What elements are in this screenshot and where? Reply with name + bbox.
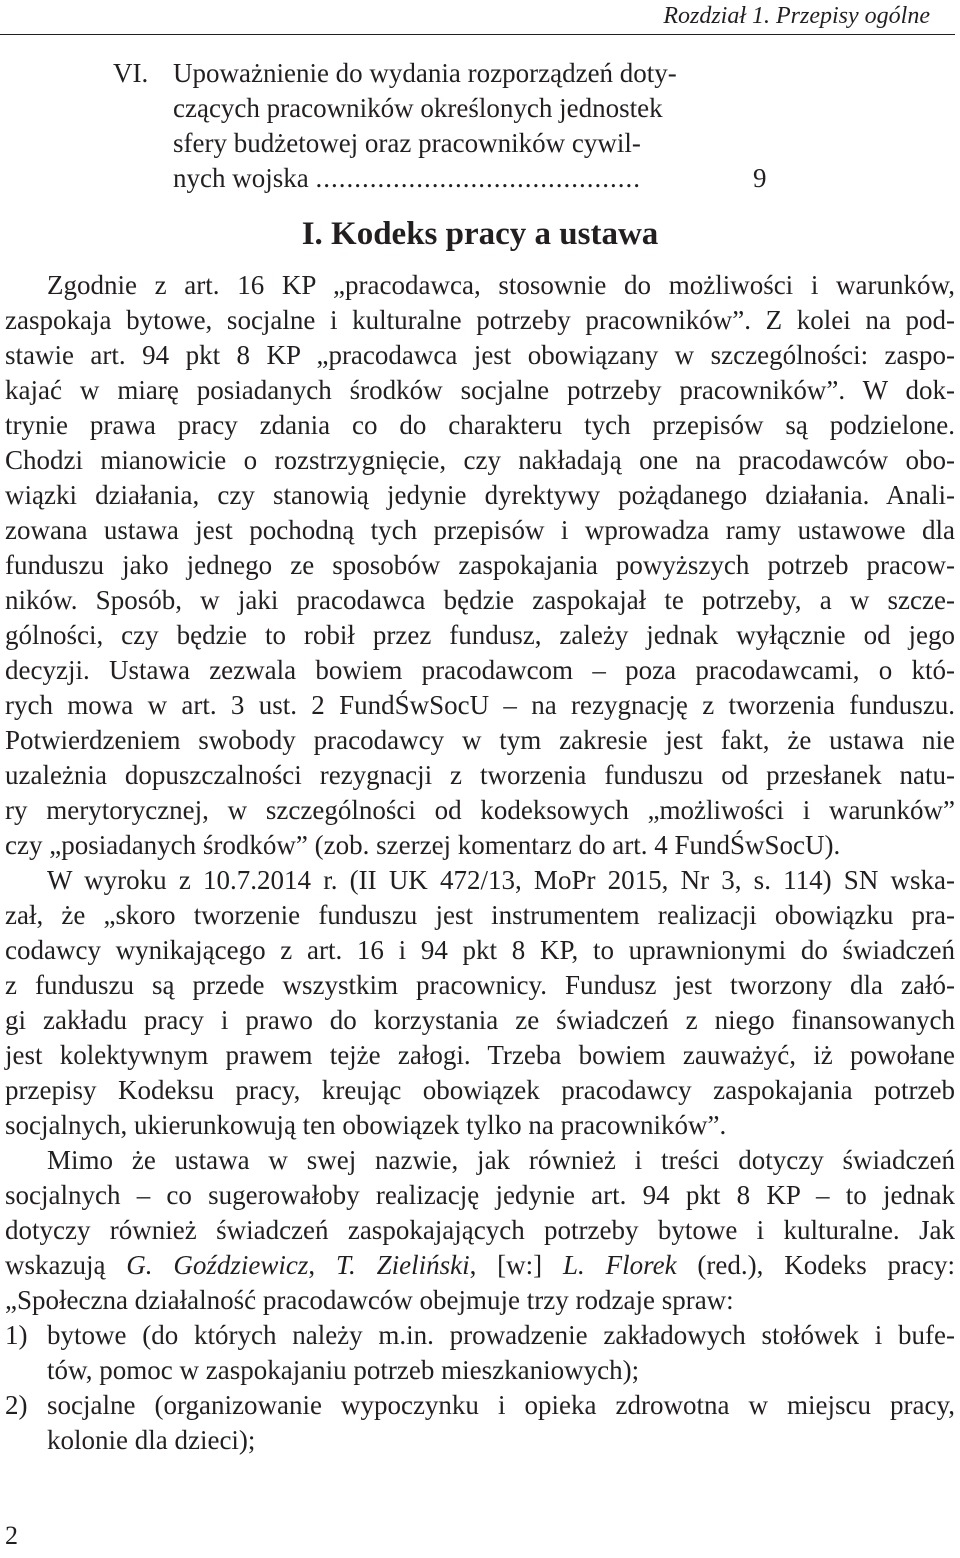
toc-leader: ..........................................	[315, 163, 641, 193]
list-text: socjalne (organizowanie wypoczynku i opieka zdrowotna w miejscu pracy,	[47, 1390, 955, 1420]
header-rule	[0, 34, 955, 35]
list-number: 2)	[5, 1390, 28, 1420]
text-line: wiązki działania, czy stanowią jedynie dyrektywy pożądanego działania. Anali-	[5, 480, 955, 510]
toc-text	[173, 56, 773, 196]
list-item	[5, 1388, 955, 1423]
author-name: T. Zieliński	[335, 1250, 470, 1280]
text-line: ników. Sposób, w jaki pracodawca będzie zaspokajał te potrzeby, a w szcze-	[5, 585, 955, 615]
text-line: trynie prawa pracy zdania co do charakteru tych przepisów są podzielone.	[5, 410, 955, 440]
text-line: jest kolektywnym prawem tejże załogi. Trzeba bowiem zauważyć, iż powołane	[5, 1040, 955, 1070]
toc-line: czących pracowników określonych jednostek	[173, 93, 663, 123]
text-line: zał, że „skoro tworzenie funduszu jest instrumentem realizacji obowiązku pra-	[5, 900, 955, 930]
author-name: G. Goździewicz	[126, 1250, 309, 1280]
running-header: Rozdział 1. Przepisy ogólne	[663, 3, 930, 29]
text-line: gólności, czy będzie to robił przez fundusz, zależy jednak wyłącznie od jego	[5, 620, 955, 650]
text-run: ,	[308, 1250, 336, 1280]
text-line: dotyczy również świadczeń zaspokajających potrzeby bytowe i kulturalne. Jak	[5, 1215, 955, 1245]
text-run: , [w:]	[469, 1250, 564, 1280]
text-line: zowana ustawa jest pochodną tych przepisów i wprowadza ramy ustawowe dla	[5, 515, 955, 545]
toc-line: Upoważnienie do wydania rozporządzeń doty-	[173, 58, 677, 88]
list-number: 1)	[5, 1320, 28, 1350]
text-line: przepisy Kodeksu pracy, kreując obowiązek pracodawcy zaspokajania potrzeb	[5, 1075, 955, 1105]
text-line: Potwierdzeniem swobody pracodawcy w tym zakresie jest fakt, że ustawa nie	[5, 725, 955, 755]
text-line: uzależnia dopuszczalności rezygnacji z tworzenia funduszu od przesłanek natu-	[5, 760, 955, 790]
toc-line	[173, 161, 773, 196]
list-item-continuation: kolonie dla dzieci);	[47, 1425, 256, 1455]
text-line: zaspokaja bytowe, socjalne i kulturalne potrzeby pracowników”. Z kolei na pod-	[5, 305, 955, 335]
text-line: gi zakładu pracy i prawo do korzystania ze świadczeń z niego finansowanych	[5, 1005, 955, 1035]
list-item-continuation: tów, pomoc w zaspokajaniu potrzeb mieszkaniowych);	[47, 1355, 640, 1385]
text-line: Chodzi mianowicie o rozstrzygnięcie, czy nakładają one na pracodawców obo-	[5, 445, 955, 475]
text-line: socjalnych, ukierunkowują ten obowiązek tylko na pracowników”.	[5, 1110, 727, 1140]
body-text	[5, 268, 955, 1458]
text-line: ry merytorycznej, w szczególności od kodeksowych „możliwości i warunków”	[5, 795, 955, 825]
text-line: rych mowa w art. 3 ust. 2 FundŚwSocU – na rezygnację z tworzenia funduszu.	[5, 690, 955, 720]
text-line	[5, 1248, 955, 1283]
text-line: kajać w miarę posiadanych środków socjalne potrzeby pracowników”. W dok-	[5, 375, 955, 405]
text-line: Zgodnie z art. 16 KP „pracodawca, stosownie do możliwości i warunków,	[47, 270, 955, 300]
text-run: (red.), Kodeks pracy:	[676, 1250, 956, 1280]
text-line: socjalnych – co sugerowałoby realizację jedynie art. 94 pkt 8 KP – to jednak	[5, 1180, 955, 1210]
toc-number: VI.	[113, 58, 149, 88]
list-text: bytowe (do których należy m.in. prowadzenie zakładowych stołówek i bufe-	[47, 1320, 955, 1350]
list-item	[5, 1318, 955, 1353]
text-line: codawcy wynikającego z art. 16 i 94 pkt 8 KP, to uprawnionymi do świadczeń	[5, 935, 955, 965]
text-line: „Społeczna działalność pracodawców obejmuje trzy rodzaje spraw:	[5, 1285, 734, 1315]
text-run: wskazują	[5, 1250, 127, 1280]
toc-line: sfery budżetowej oraz pracowników cywil-	[173, 128, 641, 158]
section-title: I. Kodeks pracy a ustawa	[301, 216, 659, 252]
text-line: Mimo że ustawa w swej nazwie, jak również i treści dotyczy świadczeń	[47, 1145, 955, 1175]
toc-page-number: 9	[753, 163, 767, 193]
page-number: 2	[5, 1521, 18, 1550]
text-line: funduszu jako jednego ze sposobów zaspokajania powyższych potrzeb pracow-	[5, 550, 955, 580]
text-line: z funduszu są przede wszystkim pracownicy. Fundusz jest tworzony dla załó-	[5, 970, 955, 1000]
author-name: L. Florek	[563, 1250, 677, 1280]
text-line: czy „posiadanych środków” (zob. szerzej komentarz do art. 4 FundŚwSocU).	[5, 830, 841, 860]
text-line: stawie art. 94 pkt 8 KP „pracodawca jest obowiązany w szczególności: zaspo-	[5, 340, 955, 370]
toc-line-text: nych wojska	[173, 163, 309, 193]
text-line: decyzji. Ustawa zezwala bowiem pracodawcom – poza pracodawcami, o któ-	[5, 655, 955, 685]
text-line: W wyroku z 10.7.2014 r. (II UK 472/13, MoPr 2015, Nr 3, s. 114) SN wska-	[47, 865, 955, 895]
